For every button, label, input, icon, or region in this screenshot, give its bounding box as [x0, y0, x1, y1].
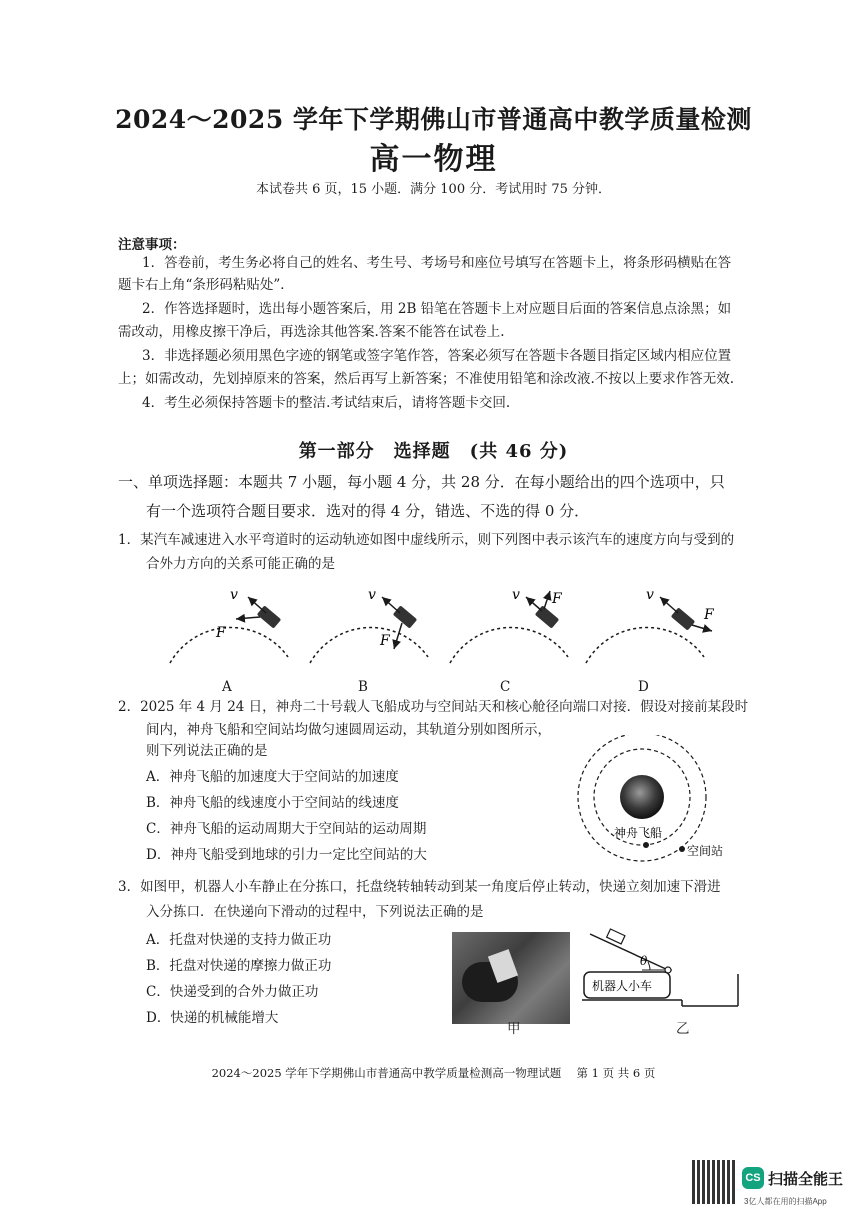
camscanner-logo-icon: CS — [742, 1167, 764, 1189]
qr-code-icon — [692, 1160, 736, 1204]
q2-option-b: B．神舟飞船的线速度小于空间站的线速度 — [146, 795, 399, 811]
q3-stem: 3．如图甲，机器人小车静止在分拣口，托盘绕转轴转动到某一角度后停止转动，快递立刻加速下滑进 — [118, 879, 721, 895]
fig-yi-label: 乙 — [676, 1021, 690, 1037]
watermark-tagline: 3亿人都在用的扫描App — [744, 1197, 827, 1206]
q1-option-c-label: C — [500, 679, 511, 695]
q1-stem: 合外力方向的关系可能正确的是 — [146, 556, 335, 572]
q1-option-a-label: A — [222, 679, 232, 695]
q3-stem: 入分拣口．在快递向下滑动的过程中，下列说法正确的是 — [146, 904, 484, 920]
earth-icon — [620, 775, 664, 819]
watermark-app-name: 扫描全能王 — [768, 1171, 844, 1188]
ship-dot — [643, 842, 649, 848]
note-line: 上；如需改动，先划掉原来的答案，然后再写上新答案；不准使用铅笔和涂改液.不按以上要求作答无效. — [118, 371, 735, 387]
q1-option-a-figure — [170, 587, 288, 663]
q2-option-a: A．神舟飞船的加速度大于空间站的加速度 — [146, 769, 399, 785]
exam-title: 2024～2025 学年下学期佛山市普通高中教学质量检测 — [115, 105, 752, 134]
f-label: F — [704, 607, 714, 623]
note-line: 3．非选择题必须用黑色字迹的钢笔或签字笔作答，答案必须写在答题卡各题目指定区域内相应位置 — [142, 348, 732, 364]
f-label: F — [552, 591, 562, 607]
exam-info: 本试卷共 6 页，15 小题．满分 100 分．考试用时 75 分钟． — [255, 182, 612, 197]
q3-option-d: D．快递的机械能增大 — [146, 1010, 279, 1026]
note-line: 4．考生必须保持答题卡的整洁.考试结束后，请将答题卡交回. — [142, 395, 511, 411]
q2-option-c: C．神舟飞船的运动周期大于空间站的运动周期 — [146, 821, 427, 837]
part1-heading: 第一部分 选择题 (共 46 分) — [298, 441, 569, 462]
robot-label: 机器人小车 — [592, 979, 653, 993]
q2-stem: 2．2025 年 4 月 24 日，神舟二十号载人飞船成功与空间站天和核心舱径向端口对接．假设对接前某段时 — [118, 699, 749, 715]
q2-orbit-figure — [550, 735, 750, 865]
q1-option-b-figure — [310, 587, 428, 663]
v-label: v — [646, 587, 654, 603]
q3-option-c: C．快递受到的合外力做正功 — [146, 984, 319, 1000]
q3-photo-jia — [452, 932, 570, 1024]
note-line: 需改动，用橡皮擦干净后，再选涂其他答案.答案不能答在试卷上. — [118, 324, 505, 340]
q1-stem: 1．某汽车减速进入水平弯道时的运动轨迹如图中虚线所示，则下列图中表示该汽车的速度方向与受到的 — [118, 532, 735, 548]
station-dot — [679, 846, 685, 852]
q2-stem: 则下列说法正确的是 — [146, 743, 268, 759]
q1-option-d-label: D — [638, 679, 649, 695]
section-instructions: 一、单项选择题：本题共 7 小题，每小题 4 分，共 28 分．在每小题给出的四个选项中，只 — [118, 473, 725, 491]
q3-option-b: B．托盘对快递的摩擦力做正功 — [146, 958, 332, 974]
ship-label: 神舟飞船 — [614, 826, 663, 840]
note-line: 2．作答选择题时，选出每小题答案后，用 2B 铅笔在答题卡上对应题目后面的答案信息点涂黑；如 — [142, 301, 732, 317]
q1-option-d-figure — [586, 587, 715, 663]
fig-jia-label: 甲 — [507, 1021, 521, 1037]
notes-heading: 注意事项： — [118, 237, 186, 253]
section-instructions: 有一个选项符合题目要求．选对的得 4 分，错选、不选的得 0 分． — [146, 502, 590, 520]
v-label: v — [230, 587, 238, 603]
theta-label: θ — [640, 954, 648, 968]
v-label: v — [368, 587, 376, 603]
q2-option-d: D．神舟飞船受到地球的引力一定比空间站的大 — [146, 847, 427, 863]
q1-option-c-figure — [450, 587, 568, 663]
q3-diagram-yi — [582, 928, 742, 1018]
station-label: 空间站 — [687, 844, 724, 858]
q3-option-a: A．托盘对快递的支持力做正功 — [146, 932, 332, 948]
page-footer: 2024～2025 学年下学期佛山市普通高中教学质量检测高一物理试题 第 1 页 共 6 页 — [211, 1066, 656, 1080]
exam-subject: 高一物理 — [369, 142, 498, 177]
q1-option-b-label: B — [358, 679, 368, 695]
note-line: 题卡右上角“条形码粘贴处”． — [118, 277, 294, 293]
q2-stem: 间内，神舟飞船和空间站均做匀速圆周运动，其轨道分别如图所示， — [146, 722, 551, 738]
note-line: 1．答卷前，考生务必将自己的姓名、考生号、考场号和座位号填写在答题卡上，将条形码横贴在答 — [142, 255, 732, 271]
f-label: F — [216, 625, 226, 641]
v-label: v — [512, 587, 520, 603]
f-label: F — [380, 633, 390, 649]
